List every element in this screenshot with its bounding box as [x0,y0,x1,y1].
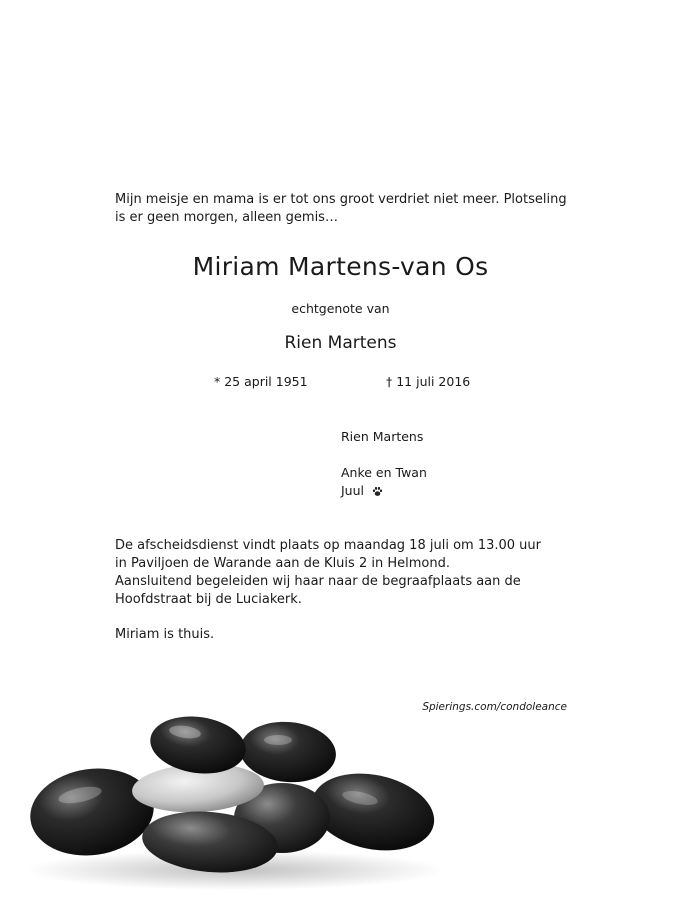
service-details [115,537,585,609]
service-line: in Paviljoen de Warande aan de Kluis 2 in Helmond. [115,556,450,571]
service-line: Hoofdstraat bij de Luciakerk. [115,592,302,607]
condolence-link[interactable]: Spierings.com/condoleance [422,701,567,713]
service-line: De afscheidsdienst vindt plaats op maandag 18 juli om 13.00 uur [115,538,541,553]
closing-text: Miriam is thuis. [115,627,215,642]
family-member: Juul [341,483,365,498]
relation-label: echtgenote van [291,301,390,316]
deceased-name: Miriam Martens-van Os [192,252,489,281]
family-list [341,428,427,500]
paw-icon [372,486,383,497]
pebbles-image [20,690,450,890]
birth-date: * 25 april 1951 [214,374,308,389]
family-member-with-paw [341,482,427,500]
family-member: Anke en Twan [341,465,427,480]
death-date: † 11 juli 2016 [386,374,471,389]
family-member: Rien Martens [341,429,424,444]
service-line: Aansluitend begeleiden wij haar naar de begraafplaats aan de [115,574,521,589]
intro-text: Mijn meisje en mama is er tot ons groot verdriet niet meer. Plotseling is er geen morgen, alleen gemis… [115,192,567,225]
spouse-name: Rien Martens [284,333,397,353]
